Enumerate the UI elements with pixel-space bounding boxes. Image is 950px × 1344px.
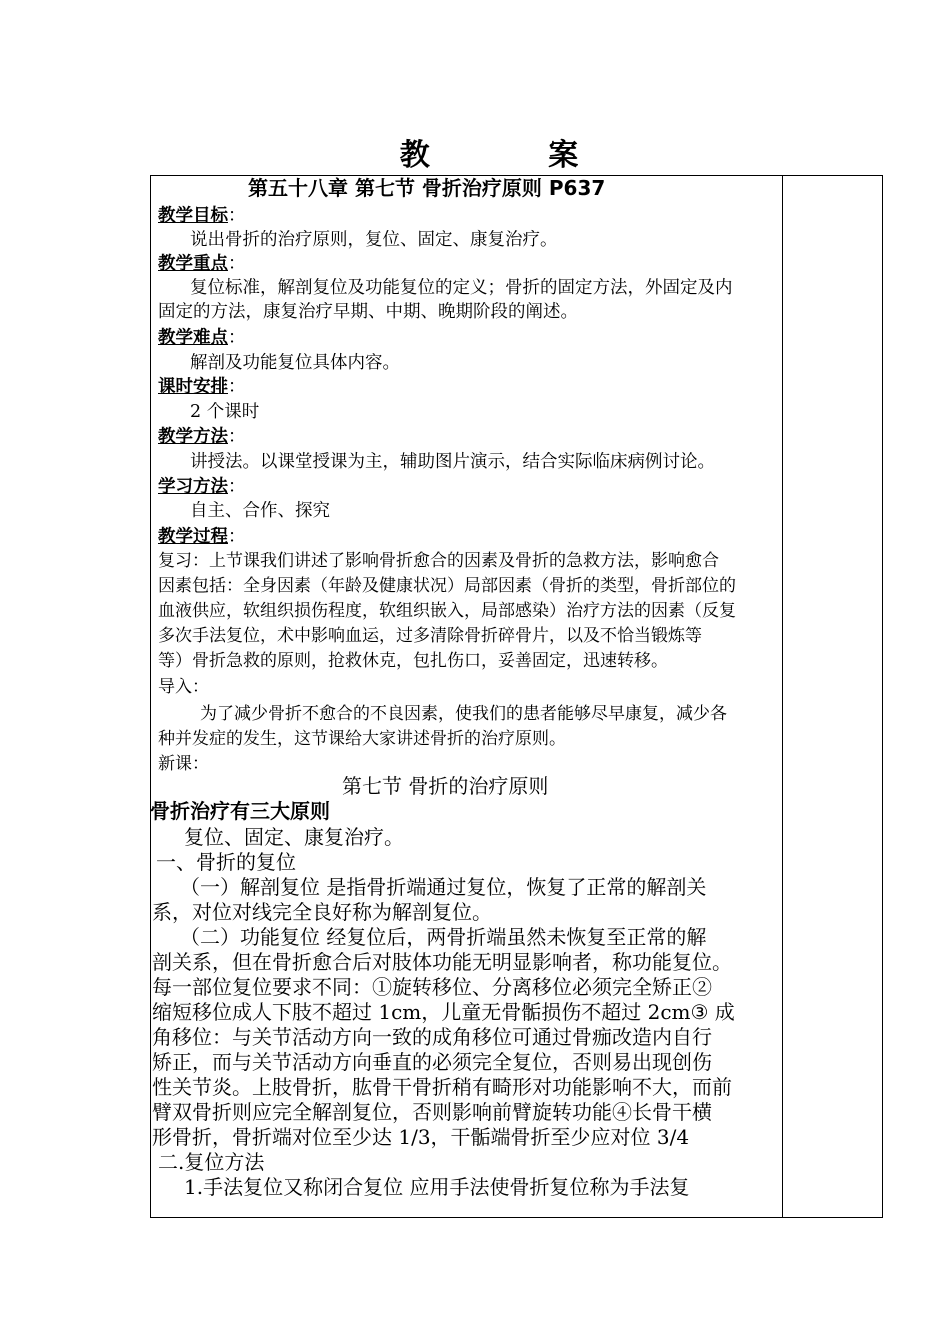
chapter-heading: 第五十八章 第七节 骨折治疗原则 P637	[248, 176, 606, 200]
table-column-divider	[782, 175, 783, 1218]
review-line: 血液供应，软组织损伤程度，软组织嵌入，局部感染）治疗方法的因素（反复	[158, 601, 736, 621]
body-line: 形骨折，骨折端对位至少达 1/3，干骺端骨折至少应对位 3/4	[152, 1125, 690, 1149]
learn-text: 自主、合作、探究	[190, 501, 330, 521]
body-line: 系，对位对线完全良好称为解剖复位。	[152, 900, 492, 924]
intro-line: 种并发症的发生，这节课给大家讲述骨折的治疗原则。	[158, 729, 566, 749]
body-line: 每一部位复位要求不同：①旋转移位、分离移位必须完全矫正②	[152, 975, 712, 999]
body-line: 1.手法复位又称闭合复位 应用手法使骨折复位称为手法复	[184, 1175, 690, 1199]
new-lesson-label: 新课：	[158, 754, 209, 774]
process-label: 教学过程：	[158, 527, 246, 547]
body-line: （二）功能复位 经复位后，两骨折端虽然未恢复至正常的解	[180, 925, 707, 949]
body-line: 矫正，而与关节活动方向垂直的必须完全复位，否则易出现创伤	[152, 1050, 712, 1074]
review-line: 复习：上节课我们讲述了影响骨折愈合的因素及骨折的急救方法，影响愈合	[158, 551, 719, 571]
body-line: 一、骨折的复位	[156, 850, 296, 874]
document-title: 教 案	[399, 138, 633, 173]
review-line: 多次手法复位，术中影响血运，过多清除骨折碎骨片，以及不恰当锻炼等	[158, 626, 702, 646]
method-label: 教学方法：	[158, 427, 246, 447]
hours-text: 2 个课时	[190, 402, 260, 422]
body-line: 性关节炎。上肢骨折，肱骨干骨折稍有畸形对功能影响不大，而前	[152, 1075, 732, 1099]
difficulty-label: 教学难点：	[158, 328, 246, 348]
difficulty-text: 解剖及功能复位具体内容。	[190, 353, 400, 373]
body-line: 臂双骨折则应完全解剖复位，否则影响前臂旋转功能④长骨干横	[152, 1100, 712, 1124]
principles-text: 复位、固定、康复治疗。	[184, 825, 404, 849]
intro-line: 为了减少骨折不愈合的不良因素，使我们的患者能够尽早康复，减少各	[200, 704, 727, 724]
learn-label: 学习方法：	[158, 477, 246, 497]
principles-heading: 骨折治疗有三大原则	[150, 799, 330, 823]
body-line: （一）解剖复位 是指骨折端通过复位，恢复了正常的解剖关	[180, 875, 707, 899]
review-line: 因素包括：全身因素（年龄及健康状况）局部因素（骨折的类型，骨折部位的	[158, 576, 736, 596]
hours-label: 课时安排：	[158, 377, 246, 397]
body-line: 缩短移位成人下肢不超过 1cm，儿童无骨骺损伤不超过 2cm③ 成	[152, 1000, 735, 1024]
key-text-1: 复位标准，解剖复位及功能复位的定义；骨折的固定方法，外固定及内	[190, 278, 733, 298]
body-line: 剖关系，但在骨折愈合后对肢体功能无明显影响者，称功能复位。	[152, 950, 732, 974]
intro-label: 导入：	[158, 677, 209, 697]
body-line: 角移位：与关节活动方向一致的成角移位可通过骨痂改造内自行	[152, 1025, 712, 1049]
method-text: 讲授法。以课堂授课为主，辅助图片演示，结合实际临床病例讨论。	[190, 452, 715, 472]
goal-label: 教学目标：	[158, 206, 246, 226]
review-line: 等）骨折急救的原则，抢救休克，包扎伤口，妥善固定，迅速转移。	[158, 651, 668, 671]
goal-text: 说出骨折的治疗原则，复位、固定、康复治疗。	[190, 230, 558, 250]
key-text-2: 固定的方法，康复治疗早期、中期、晚期阶段的阐述。	[158, 302, 578, 322]
body-line: 二.复位方法	[158, 1150, 265, 1174]
section-title: 第七节 骨折的治疗原则	[342, 774, 549, 798]
key-label: 教学重点：	[158, 254, 246, 274]
